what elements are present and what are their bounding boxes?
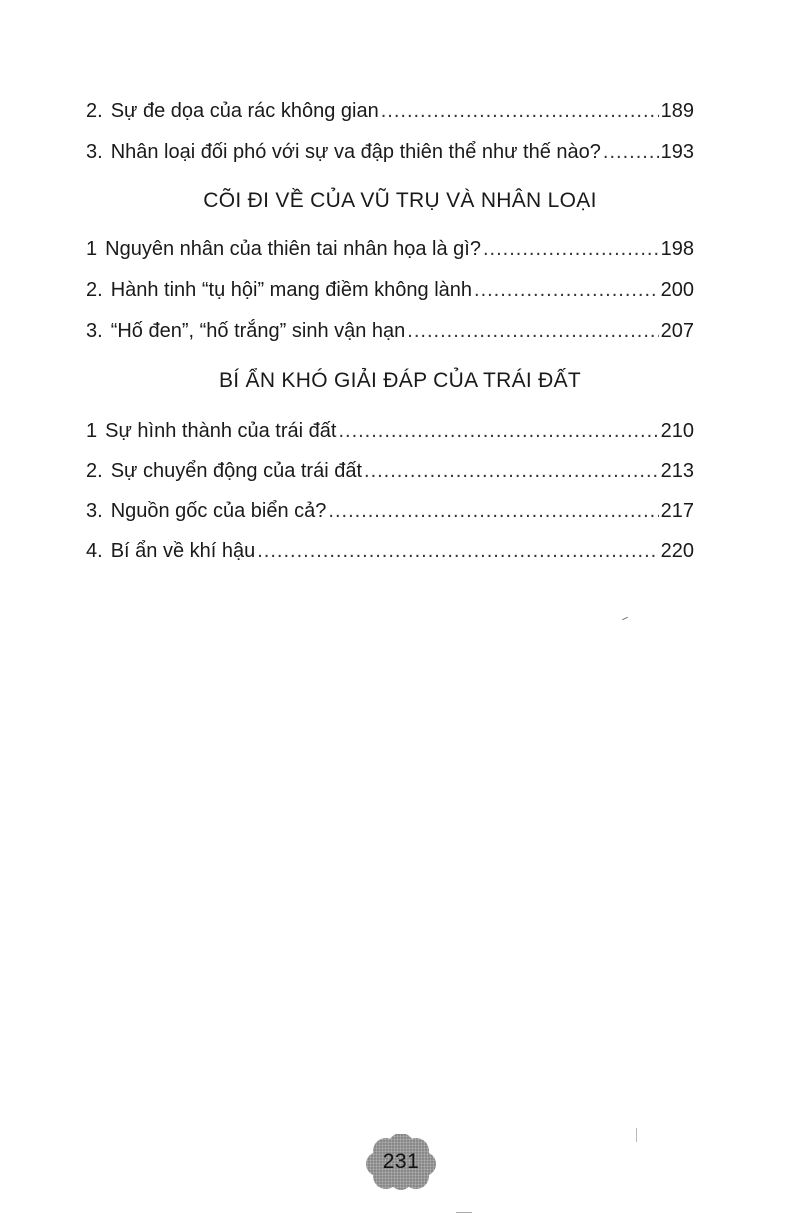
toc-entry-title: Sự chuyển động của trái đất — [110, 460, 363, 482]
toc-entry-page: 189 — [660, 100, 694, 122]
toc-entry-number: 3. — [86, 500, 103, 522]
section-heading: CÕI ĐI VỀ CỦA VŨ TRỤ VÀ NHÂN LOẠI — [203, 189, 597, 212]
toc-entry-number: 2. — [86, 279, 103, 301]
toc-entry-title: Nguyên nhân của thiên tai nhân họa là gì? — [105, 238, 481, 260]
toc-entry — [86, 496, 694, 526]
toc-entry-number: 3. — [86, 141, 103, 163]
toc-entry — [86, 536, 694, 566]
page-number-badge — [362, 1134, 440, 1190]
dot-leader — [603, 137, 659, 167]
dot-leader — [474, 275, 659, 305]
section-heading: BÍ ẨN KHÓ GIẢI ĐÁP CỦA TRÁI ĐẤT — [218, 369, 582, 392]
toc-entry-page: 210 — [660, 420, 694, 442]
toc-entry-title: Bí ẩn về khí hậu — [110, 540, 256, 562]
toc-entry-number: 3. — [86, 320, 103, 342]
toc-entry-page: 220 — [660, 540, 694, 562]
dot-leader — [257, 536, 658, 566]
dot-leader — [483, 234, 659, 264]
toc-entry-title: Hành tinh “tụ hội” mang điềm không lành — [110, 279, 473, 301]
toc-entry-number: 1 — [86, 420, 98, 442]
toc-entry-page: 217 — [660, 500, 694, 522]
dot-leader — [328, 496, 658, 526]
toc-entry-page: 193 — [660, 141, 694, 163]
toc-entry-page: 198 — [660, 238, 694, 260]
toc-entry-page: 200 — [660, 279, 694, 301]
toc-entry-number: 4. — [86, 540, 103, 562]
toc-entry — [86, 137, 694, 167]
scan-speck — [456, 1212, 472, 1213]
toc-entry — [86, 416, 694, 446]
toc-entry-title: Nguồn gốc của biển cả? — [110, 500, 327, 522]
page-number: 231 — [382, 1150, 420, 1173]
toc-entry — [86, 456, 694, 486]
toc-entry-page: 213 — [660, 460, 694, 482]
toc-entry — [86, 234, 694, 264]
toc-entry — [86, 96, 694, 126]
scan-speck — [622, 617, 628, 620]
toc-entry-number: 2. — [86, 100, 103, 122]
toc-entry-title: Nhân loại đối phó với sự va đập thiên thể như thế nào? — [110, 141, 601, 163]
toc-entry-number: 2. — [86, 460, 103, 482]
toc-entry — [86, 275, 694, 305]
dot-leader — [407, 316, 658, 346]
toc-entry — [86, 316, 694, 346]
dot-leader — [381, 96, 659, 126]
toc-entry-title: Sự đe dọa của rác không gian — [110, 100, 379, 122]
scan-speck — [636, 1128, 637, 1142]
dot-leader — [364, 456, 659, 486]
toc-entry-number: 1 — [86, 238, 98, 260]
toc-entry-title: “Hố đen”, “hố trắng” sinh vận hạn — [110, 320, 406, 342]
dot-leader — [338, 416, 658, 446]
toc-entry-title: Sự hình thành của trái đất — [105, 420, 337, 442]
toc-entry-page: 207 — [660, 320, 694, 342]
